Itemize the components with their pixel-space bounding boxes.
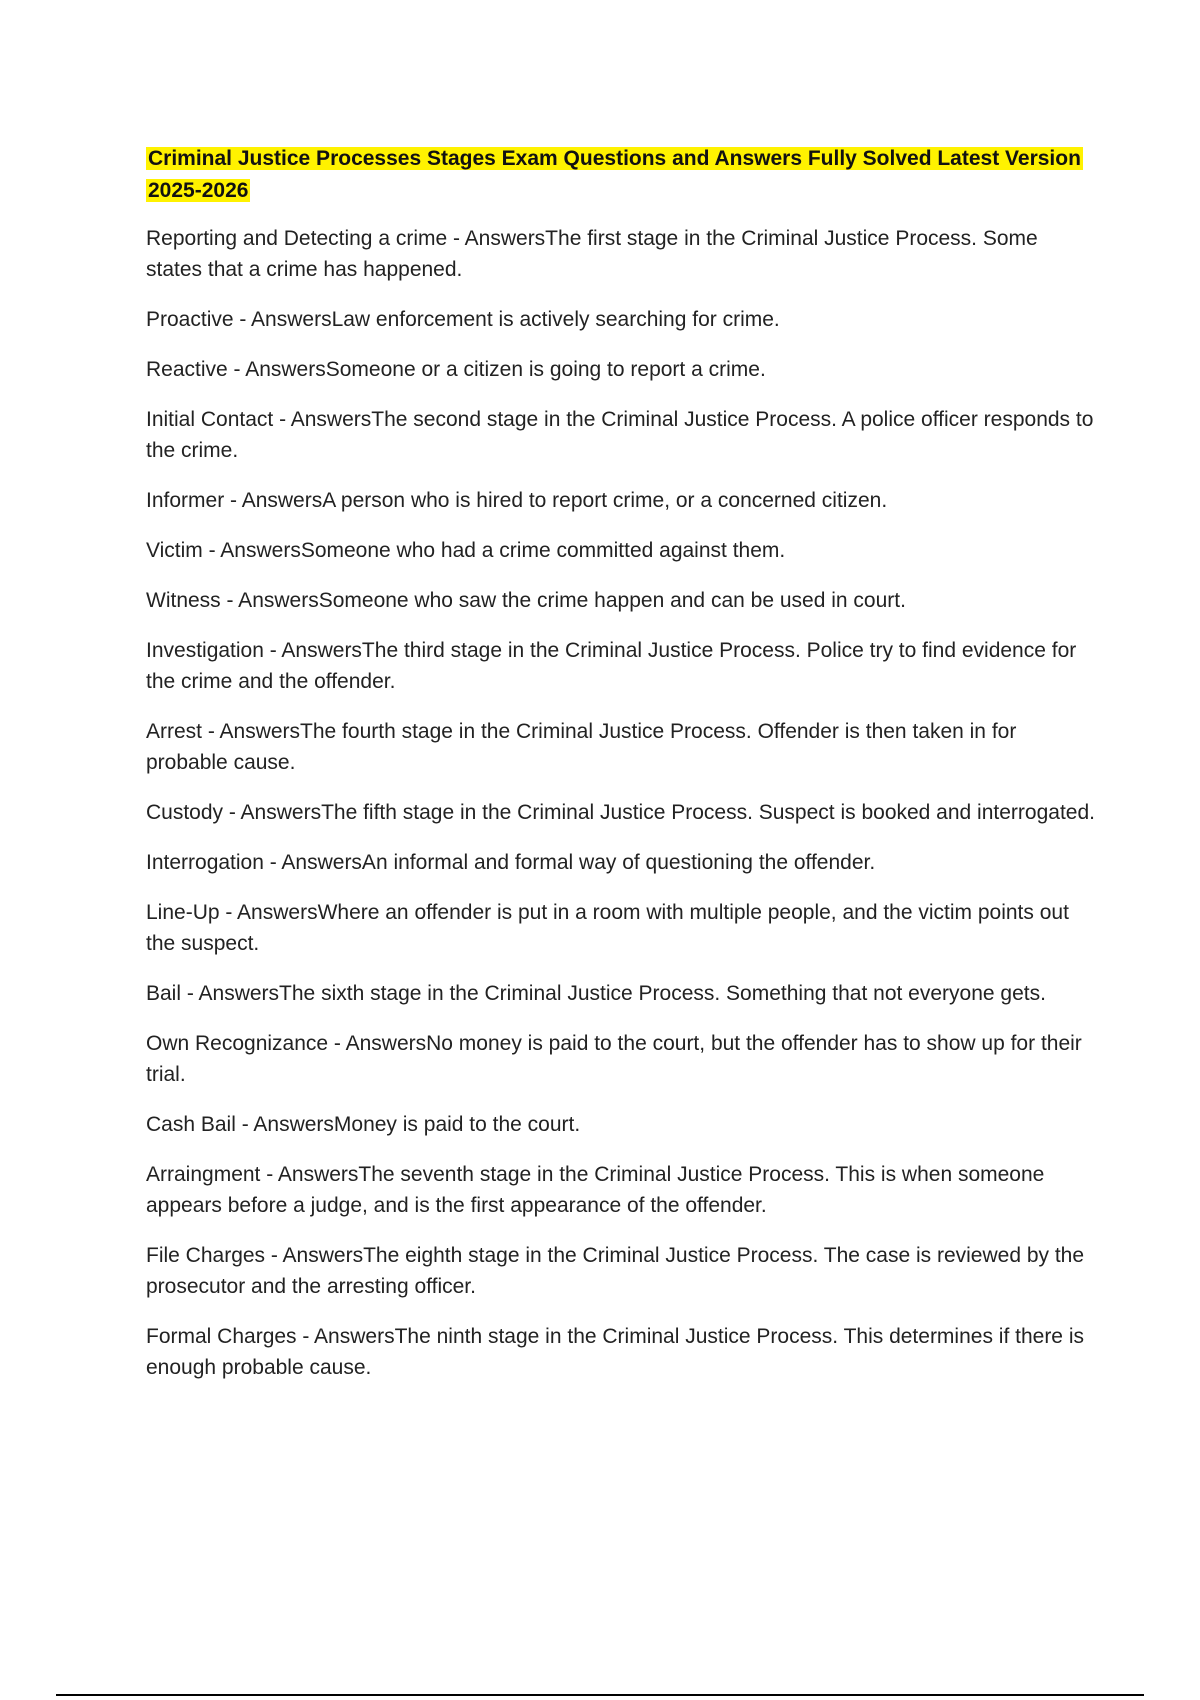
document-body — [146, 143, 1096, 1402]
qa-entry-formal-charges: Formal Charges - AnswersThe ninth stage in the Criminal Justice Process. This determines if there is enough probable cause. — [146, 1325, 1084, 1379]
qa-entry-initial-contact: Initial Contact - AnswersThe second stage in the Criminal Justice Process. A police officer responds to the crime. — [146, 408, 1094, 462]
qa-entry-investigation: Investigation - AnswersThe third stage in the Criminal Justice Process. Police try to find evidence for the crime and the offender. — [146, 639, 1077, 693]
qa-entry-proactive: Proactive - AnswersLaw enforcement is actively searching for crime. — [146, 308, 780, 331]
qa-entry-cash-bail: Cash Bail - AnswersMoney is paid to the court. — [146, 1113, 581, 1136]
qa-entry-informer: Informer - AnswersA person who is hired to report crime, or a concerned citizen. — [146, 489, 888, 512]
document-title — [146, 143, 1096, 207]
qa-entry-reporting-and-detecting: Reporting and Detecting a crime - AnswersThe first stage in the Criminal Justice Process. Some states that a crime has happened. — [146, 227, 1038, 281]
qa-entry-victim: Victim - AnswersSomeone who had a crime committed against them. — [146, 539, 786, 562]
page-bottom-rule — [56, 1694, 1144, 1696]
title-highlight: Criminal Justice Processes Stages Exam Questions and Answers Fully Solved Latest Version 2025-2026 — [148, 147, 1081, 202]
qa-entry-own-recognizance: Own Recognizance - AnswersNo money is paid to the court, but the offender has to show up for their trial. — [146, 1032, 1082, 1086]
qa-entry-line-up: Line-Up - AnswersWhere an offender is put in a room with multiple people, and the victim points out the suspect. — [146, 901, 1069, 955]
qa-entry-custody: Custody - AnswersThe fifth stage in the Criminal Justice Process. Suspect is booked and interrogated. — [146, 801, 1095, 824]
qa-entry-file-charges: File Charges - AnswersThe eighth stage in the Criminal Justice Process. The case is reviewed by the prosecutor and the arresting officer. — [146, 1244, 1085, 1298]
qa-entry-interrogation: Interrogation - AnswersAn informal and formal way of questioning the offender. — [146, 851, 876, 874]
qa-entry-arrest: Arrest - AnswersThe fourth stage in the Criminal Justice Process. Offender is then taken in for probable cause. — [146, 720, 1017, 774]
qa-entry-reactive: Reactive - AnswersSomeone or a citizen is going to report a crime. — [146, 358, 766, 381]
qa-entry-arraingment: Arraingment - AnswersThe seventh stage in the Criminal Justice Process. This is when someone appears before a judge, and is the first appearance of the offender. — [146, 1163, 1045, 1217]
qa-entry-bail: Bail - AnswersThe sixth stage in the Criminal Justice Process. Something that not everyone gets. — [146, 982, 1046, 1005]
qa-entry-witness: Witness - AnswersSomeone who saw the crime happen and can be used in court. — [146, 589, 906, 612]
